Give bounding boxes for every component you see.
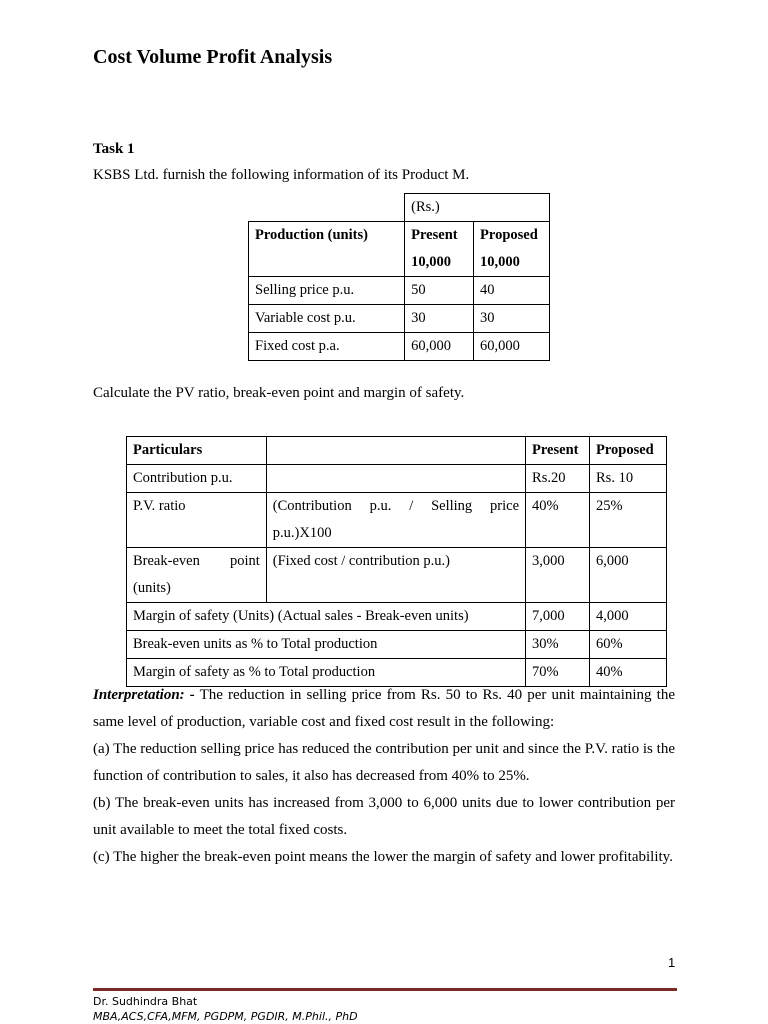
proposed-value: 60% bbox=[590, 631, 667, 659]
product-info-table bbox=[248, 193, 550, 361]
footer-rule bbox=[93, 988, 677, 991]
present-value: 30% bbox=[526, 631, 590, 659]
page-title: Cost Volume Profit Analysis bbox=[93, 46, 333, 68]
present-production: 10,000 bbox=[405, 249, 474, 277]
production-label: Production (units) bbox=[249, 222, 405, 277]
present-value: 40% bbox=[526, 493, 590, 548]
present-value: 3,000 bbox=[526, 548, 590, 603]
interpretation-label: Interpretation: - bbox=[93, 687, 195, 703]
author-name: Dr. Sudhindra Bhat bbox=[93, 995, 198, 1008]
proposed-value: 60,000 bbox=[474, 333, 550, 361]
proposed-value: 30 bbox=[474, 305, 550, 333]
row-formula bbox=[266, 493, 525, 548]
analysis-table bbox=[126, 436, 667, 687]
proposed-header: Proposed bbox=[474, 222, 550, 250]
row-label: Contribution p.u. bbox=[127, 465, 267, 493]
present-value: 7,000 bbox=[526, 603, 590, 631]
interpretation-point-a: (a) The reduction selling price has reduced the contribution per unit and since the P.V. ratio is the function of contribution to sales, it also has decreased from 40% to 25%. bbox=[93, 741, 675, 784]
interpretation-point-b: (b) The break-even units has increased from 3,000 to 6,000 units due to lower contribution per unit available to meet the total fixed costs. bbox=[93, 795, 675, 838]
interpretation-paragraph bbox=[93, 682, 675, 736]
unit-note: (Rs.) bbox=[405, 194, 550, 222]
present-value: 50 bbox=[405, 277, 474, 305]
interpretation-point-c: (c) The higher the break-even point means the lower the margin of safety and lower profitability. bbox=[93, 849, 673, 865]
interpretation-text: The reduction in selling price from Rs. 50 to Rs. 40 per unit maintaining the same level of production, variable cost and fixed cost result in the following: bbox=[93, 687, 675, 730]
label-line: (units) bbox=[133, 580, 171, 596]
table-row bbox=[249, 333, 550, 361]
table-row bbox=[127, 465, 667, 493]
row-label: Break-even units as % to Total production bbox=[127, 631, 526, 659]
formula-line: (Contribution p.u. / Selling price bbox=[272, 498, 520, 514]
present-value: 70% bbox=[526, 659, 590, 687]
present-header: Present bbox=[405, 222, 474, 250]
present-value: 60,000 bbox=[405, 333, 474, 361]
proposed-value: 40 bbox=[474, 277, 550, 305]
row-label: Fixed cost p.a. bbox=[249, 333, 405, 361]
row-label bbox=[127, 548, 267, 603]
question-text: Calculate the PV ratio, break-even point and margin of safety. bbox=[93, 385, 465, 401]
proposed-value: 25% bbox=[590, 493, 667, 548]
table-row bbox=[249, 222, 550, 250]
footer bbox=[93, 994, 358, 1024]
interpretation-section bbox=[93, 682, 675, 871]
row-label: Margin of safety (Units) (Actual sales - Break-even units) bbox=[127, 603, 526, 631]
row-label: P.V. ratio bbox=[127, 493, 267, 548]
proposed-value: 40% bbox=[590, 659, 667, 687]
intro-text: KSBS Ltd. furnish the following information of its Product M. bbox=[93, 167, 470, 183]
table-row bbox=[127, 548, 667, 603]
page-number: 1 bbox=[668, 955, 676, 970]
proposed-value: 4,000 bbox=[590, 603, 667, 631]
proposed-header: Proposed bbox=[590, 437, 667, 465]
row-label: Variable cost p.u. bbox=[249, 305, 405, 333]
row-label: Selling price p.u. bbox=[249, 277, 405, 305]
table-row bbox=[249, 305, 550, 333]
row-formula: (Fixed cost / contribution p.u.) bbox=[266, 548, 525, 603]
table-row bbox=[127, 493, 667, 548]
label-line: Break-even point bbox=[133, 553, 260, 569]
author-credentials: MBA,ACS,CFA,MFM, PGDPM, PGDIR, M.Phil., PhD bbox=[93, 1010, 358, 1023]
present-header: Present bbox=[526, 437, 590, 465]
row-label: Margin of safety as % to Total production bbox=[127, 659, 526, 687]
task-label: Task 1 bbox=[93, 141, 135, 157]
table-row bbox=[127, 437, 667, 465]
proposed-production: 10,000 bbox=[474, 249, 550, 277]
table-row bbox=[249, 194, 550, 222]
table-row bbox=[127, 631, 667, 659]
proposed-value: Rs. 10 bbox=[590, 465, 667, 493]
table-row bbox=[127, 603, 667, 631]
proposed-value: 6,000 bbox=[590, 548, 667, 603]
formula-line: p.u.)X100 bbox=[272, 525, 332, 541]
present-value: Rs.20 bbox=[526, 465, 590, 493]
table-row bbox=[249, 277, 550, 305]
present-value: 30 bbox=[405, 305, 474, 333]
particulars-header: Particulars bbox=[127, 437, 267, 465]
